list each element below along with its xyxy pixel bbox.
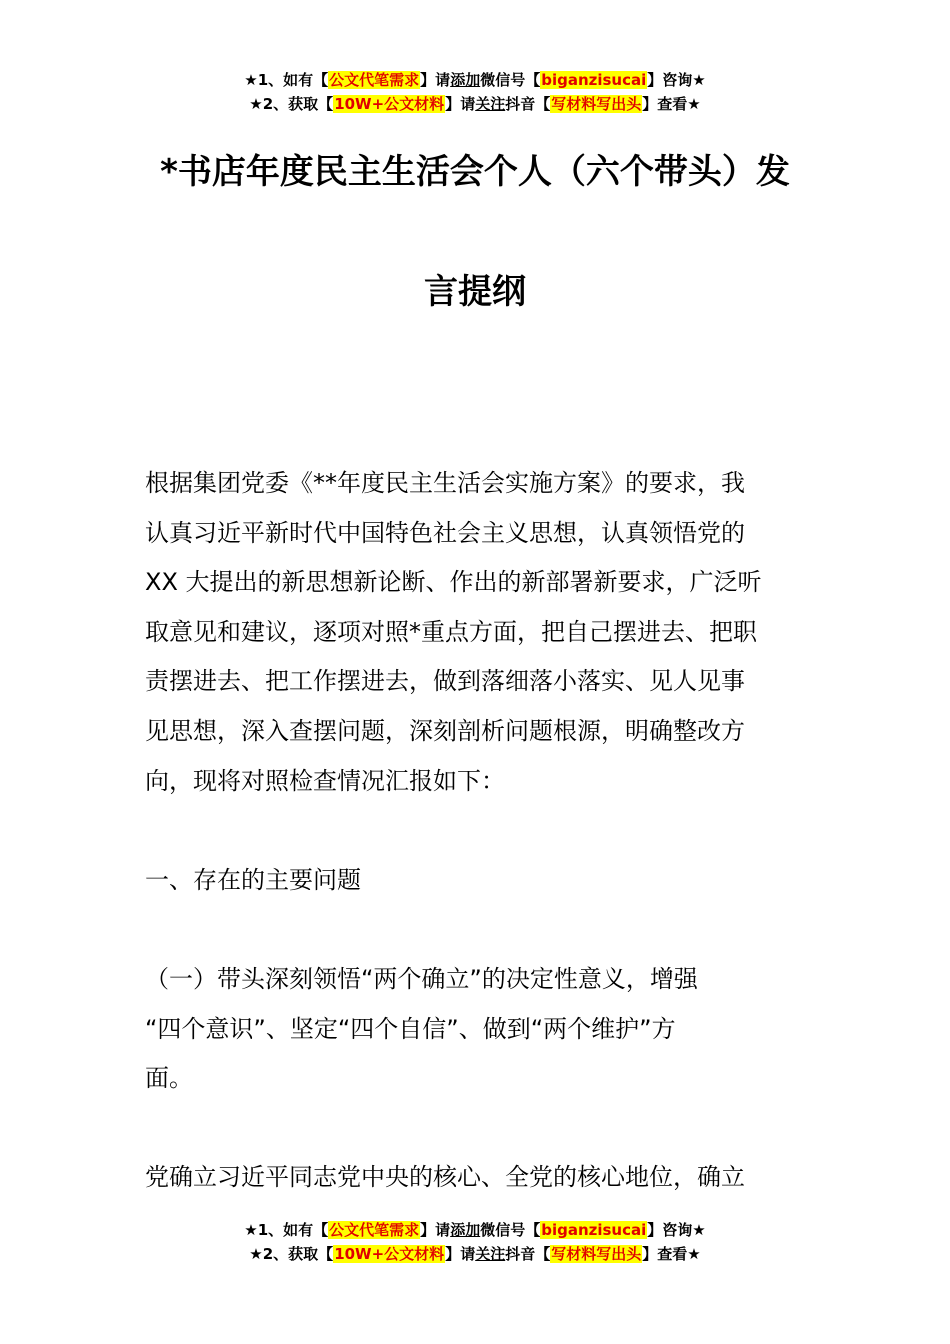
text-line: 面。 <box>145 1064 193 1093</box>
banner-text: ★1、如有【 <box>244 1221 329 1239</box>
top-banner <box>0 68 950 116</box>
banner-highlight-service: 公文代笔需求 <box>329 1221 420 1239</box>
banner-underline-follow: 关注 <box>475 1245 506 1263</box>
text-line: 认真习近平新时代中国特色社会主义思想，认真领悟党的 <box>145 518 745 547</box>
banner-text: 微信号【 <box>480 1221 541 1239</box>
document-body <box>145 459 810 1203</box>
text-line: 见思想，深入查摆问题，深刻剖析问题根源，明确整改方 <box>145 716 745 745</box>
banner-underline-add: 添加 <box>450 71 481 89</box>
text-line: 责摆进去、把工作摆进去，做到落细落小落实、见人见事 <box>145 667 745 696</box>
banner-text: ★1、如有【 <box>244 71 329 89</box>
banner-highlight-douyin: 写材料写出头 <box>551 1245 642 1263</box>
text-line: （一）带头深刻领悟“两个确立”的决定性意义，增强 <box>145 964 698 993</box>
banner-highlight-materials: 10W+公文材料 <box>334 1245 445 1263</box>
banner-text: 】查看★ <box>642 95 701 113</box>
banner-highlight-wechat-id: biganzisucai <box>541 71 647 89</box>
banner-text: 】请 <box>445 95 476 113</box>
banner-text: 抖音【 <box>505 1245 551 1263</box>
bottom-banner <box>0 1218 950 1266</box>
banner-text: ★2、获取【 <box>249 1245 334 1263</box>
document-title-line-2: 言提纲 <box>424 272 526 312</box>
top-banner-line-2 <box>0 92 950 116</box>
banner-text: 微信号【 <box>480 71 541 89</box>
text-line: 根据集团党委《**年度民主生活会实施方案》的要求，我 <box>145 469 745 497</box>
bottom-banner-line-1 <box>0 1218 950 1242</box>
text-line: “四个意识”、坚定“四个自信”、做到“两个维护”方 <box>145 1014 676 1043</box>
subsection-heading <box>145 955 810 1104</box>
banner-text: 】请 <box>420 1221 451 1239</box>
banner-text: 】请 <box>445 1245 476 1263</box>
body-paragraph: 党确立习近平同志党中央的核心、全党的核心地位，确立 <box>145 1163 745 1192</box>
banner-text: 】请 <box>420 71 451 89</box>
text-line: XX 大提出的新思想新论断、作出的新部署新要求，广泛听 <box>145 568 762 597</box>
section-heading: 一、存在的主要问题 <box>145 865 361 894</box>
document-title-line-1: *书店年度民主生活会个人（六个带头）发 <box>160 152 790 192</box>
banner-text: ★2、获取【 <box>249 95 334 113</box>
banner-highlight-wechat-id: biganzisucai <box>541 1221 647 1239</box>
banner-highlight-materials: 10W+公文材料 <box>334 95 445 113</box>
banner-highlight-douyin: 写材料写出头 <box>551 95 642 113</box>
text-line: 取意见和建议，逐项对照*重点方面，把自己摆进去、把职 <box>145 617 757 646</box>
banner-text: 抖音【 <box>505 95 551 113</box>
banner-underline-follow: 关注 <box>475 95 506 113</box>
text-line: 向，现将对照检查情况汇报如下： <box>145 766 505 795</box>
banner-highlight-service: 公文代笔需求 <box>329 71 420 89</box>
top-banner-line-1 <box>0 68 950 92</box>
banner-text: 】咨询★ <box>647 71 706 89</box>
banner-text: 】咨询★ <box>647 1221 706 1239</box>
banner-underline-add: 添加 <box>450 1221 481 1239</box>
banner-text: 】查看★ <box>642 1245 701 1263</box>
intro-paragraph <box>145 459 810 806</box>
bottom-banner-line-2 <box>0 1242 950 1266</box>
